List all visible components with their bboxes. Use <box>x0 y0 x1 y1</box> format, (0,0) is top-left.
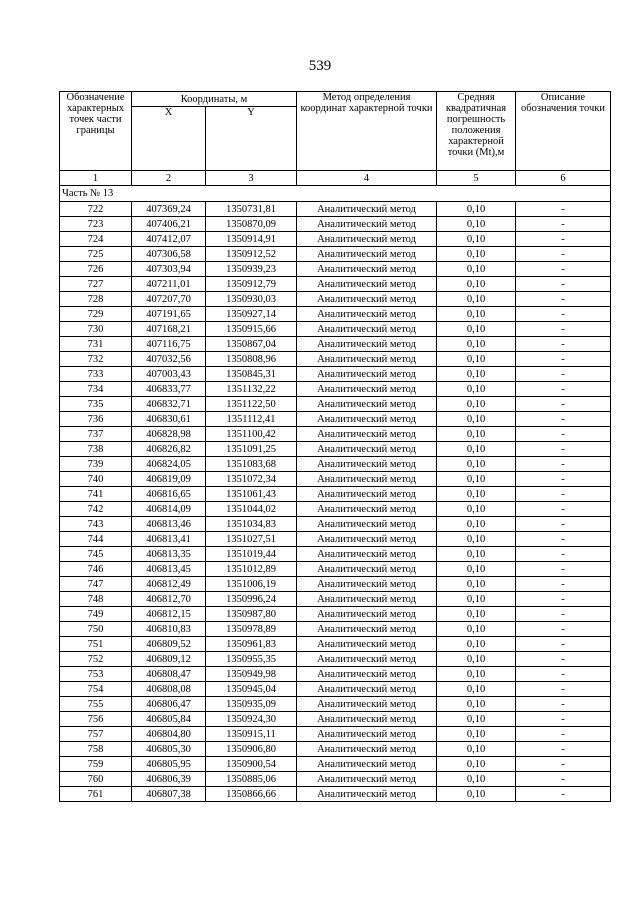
point-number: 736 <box>60 412 132 427</box>
y-coordinate: 1350949,98 <box>206 667 297 682</box>
column-number: 4 <box>297 171 437 186</box>
method-cell: Аналитический метод <box>297 532 437 547</box>
method-cell: Аналитический метод <box>297 712 437 727</box>
y-coordinate: 1351100,42 <box>206 427 297 442</box>
method-cell: Аналитический метод <box>297 277 437 292</box>
method-cell: Аналитический метод <box>297 577 437 592</box>
point-number: 748 <box>60 592 132 607</box>
point-number: 724 <box>60 232 132 247</box>
x-coordinate: 406807,38 <box>132 787 206 802</box>
point-number: 755 <box>60 697 132 712</box>
method-cell: Аналитический метод <box>297 607 437 622</box>
y-coordinate: 1350987,80 <box>206 607 297 622</box>
x-coordinate: 406808,47 <box>132 667 206 682</box>
x-coordinate: 406813,45 <box>132 562 206 577</box>
method-cell: Аналитический метод <box>297 757 437 772</box>
error-cell: 0,10 <box>437 322 516 337</box>
description-cell: - <box>516 367 611 382</box>
method-cell: Аналитический метод <box>297 622 437 637</box>
error-cell: 0,10 <box>437 637 516 652</box>
description-cell: - <box>516 352 611 367</box>
x-coordinate: 407306,58 <box>132 247 206 262</box>
x-coordinate: 407003,43 <box>132 367 206 382</box>
error-cell: 0,10 <box>437 502 516 517</box>
table-row <box>60 592 611 607</box>
table-row <box>60 352 611 367</box>
error-cell: 0,10 <box>437 307 516 322</box>
y-coordinate: 1350845,31 <box>206 367 297 382</box>
column-number: 1 <box>60 171 132 186</box>
y-coordinate: 1350885,06 <box>206 772 297 787</box>
method-cell: Аналитический метод <box>297 427 437 442</box>
x-coordinate: 406808,08 <box>132 682 206 697</box>
method-cell: Аналитический метод <box>297 202 437 217</box>
x-coordinate: 406812,15 <box>132 607 206 622</box>
x-coordinate: 407207,70 <box>132 292 206 307</box>
method-cell: Аналитический метод <box>297 637 437 652</box>
x-coordinate: 406804,80 <box>132 727 206 742</box>
table-row <box>60 247 611 262</box>
error-cell: 0,10 <box>437 367 516 382</box>
x-coordinate: 406812,49 <box>132 577 206 592</box>
point-number: 745 <box>60 547 132 562</box>
x-coordinate: 407303,94 <box>132 262 206 277</box>
table-row <box>60 637 611 652</box>
method-cell: Аналитический метод <box>297 742 437 757</box>
error-cell: 0,10 <box>437 757 516 772</box>
description-cell: - <box>516 472 611 487</box>
table-row <box>60 577 611 592</box>
point-number: 746 <box>60 562 132 577</box>
point-number: 735 <box>60 397 132 412</box>
description-cell: - <box>516 457 611 472</box>
description-cell: - <box>516 247 611 262</box>
y-coordinate: 1351027,51 <box>206 532 297 547</box>
method-cell: Аналитический метод <box>297 487 437 502</box>
error-cell: 0,10 <box>437 382 516 397</box>
point-number: 728 <box>60 292 132 307</box>
point-number: 734 <box>60 382 132 397</box>
method-cell: Аналитический метод <box>297 592 437 607</box>
description-cell: - <box>516 622 611 637</box>
y-coordinate: 1351044,02 <box>206 502 297 517</box>
table-row <box>60 622 611 637</box>
description-cell: - <box>516 382 611 397</box>
point-number: 750 <box>60 622 132 637</box>
x-coordinate: 406809,52 <box>132 637 206 652</box>
x-coordinate: 406813,41 <box>132 532 206 547</box>
error-cell: 0,10 <box>437 457 516 472</box>
table-row <box>60 292 611 307</box>
table-row <box>60 667 611 682</box>
table-row <box>60 502 611 517</box>
error-cell: 0,10 <box>437 412 516 427</box>
table-row <box>60 532 611 547</box>
error-cell: 0,10 <box>437 247 516 262</box>
x-coordinate: 407412,07 <box>132 232 206 247</box>
point-number: 738 <box>60 442 132 457</box>
method-cell: Аналитический метод <box>297 352 437 367</box>
description-cell: - <box>516 337 611 352</box>
table-row <box>60 517 611 532</box>
error-cell: 0,10 <box>437 547 516 562</box>
x-coordinate: 406833,77 <box>132 382 206 397</box>
error-cell: 0,10 <box>437 472 516 487</box>
method-cell: Аналитический метод <box>297 697 437 712</box>
table-row <box>60 307 611 322</box>
point-number: 761 <box>60 787 132 802</box>
x-coordinate: 406810,83 <box>132 622 206 637</box>
y-coordinate: 1351061,43 <box>206 487 297 502</box>
point-number: 727 <box>60 277 132 292</box>
y-coordinate: 1350996,24 <box>206 592 297 607</box>
y-coordinate: 1350870,09 <box>206 217 297 232</box>
point-number: 740 <box>60 472 132 487</box>
error-cell: 0,10 <box>437 727 516 742</box>
method-cell: Аналитический метод <box>297 397 437 412</box>
y-coordinate: 1350978,89 <box>206 622 297 637</box>
header-error: Средняя квадратичная погрешность положения характерной точки (Mt),м <box>437 92 516 171</box>
column-number: 5 <box>437 171 516 186</box>
description-cell: - <box>516 742 611 757</box>
table-row <box>60 487 611 502</box>
description-cell: - <box>516 202 611 217</box>
method-cell: Аналитический метод <box>297 652 437 667</box>
y-coordinate: 1350961,83 <box>206 637 297 652</box>
table-row <box>60 607 611 622</box>
x-coordinate: 406805,84 <box>132 712 206 727</box>
error-cell: 0,10 <box>437 397 516 412</box>
y-coordinate: 1350927,14 <box>206 307 297 322</box>
y-coordinate: 1350915,66 <box>206 322 297 337</box>
point-number: 753 <box>60 667 132 682</box>
header-method: Метод определения координат характерной точки <box>297 92 437 171</box>
method-cell: Аналитический метод <box>297 562 437 577</box>
point-number: 757 <box>60 727 132 742</box>
point-number: 733 <box>60 367 132 382</box>
description-cell: - <box>516 517 611 532</box>
y-coordinate: 1351012,89 <box>206 562 297 577</box>
y-coordinate: 1350912,52 <box>206 247 297 262</box>
description-cell: - <box>516 727 611 742</box>
point-number: 723 <box>60 217 132 232</box>
point-number: 742 <box>60 502 132 517</box>
error-cell: 0,10 <box>437 607 516 622</box>
method-cell: Аналитический метод <box>297 367 437 382</box>
table-row <box>60 787 611 802</box>
method-cell: Аналитический метод <box>297 457 437 472</box>
method-cell: Аналитический метод <box>297 442 437 457</box>
x-coordinate: 406814,09 <box>132 502 206 517</box>
method-cell: Аналитический метод <box>297 232 437 247</box>
x-coordinate: 406824,05 <box>132 457 206 472</box>
description-cell: - <box>516 232 611 247</box>
point-number: 751 <box>60 637 132 652</box>
y-coordinate: 1351091,25 <box>206 442 297 457</box>
method-cell: Аналитический метод <box>297 307 437 322</box>
x-coordinate: 406805,95 <box>132 757 206 772</box>
x-coordinate: 406805,30 <box>132 742 206 757</box>
point-number: 743 <box>60 517 132 532</box>
y-coordinate: 1351006,19 <box>206 577 297 592</box>
x-coordinate: 406813,46 <box>132 517 206 532</box>
table-row <box>60 457 611 472</box>
error-cell: 0,10 <box>437 352 516 367</box>
y-coordinate: 1351019,44 <box>206 547 297 562</box>
x-coordinate: 407369,24 <box>132 202 206 217</box>
table-row <box>60 232 611 247</box>
error-cell: 0,10 <box>437 697 516 712</box>
point-number: 739 <box>60 457 132 472</box>
description-cell: - <box>516 412 611 427</box>
y-coordinate: 1350935,09 <box>206 697 297 712</box>
description-cell: - <box>516 277 611 292</box>
table-row <box>60 262 611 277</box>
column-number-row <box>60 171 611 186</box>
description-cell: - <box>516 712 611 727</box>
description-cell: - <box>516 547 611 562</box>
error-cell: 0,10 <box>437 742 516 757</box>
description-cell: - <box>516 787 611 802</box>
point-number: 729 <box>60 307 132 322</box>
y-coordinate: 1350900,54 <box>206 757 297 772</box>
error-cell: 0,10 <box>437 622 516 637</box>
table-row <box>60 772 611 787</box>
table-row <box>60 757 611 772</box>
error-cell: 0,10 <box>437 217 516 232</box>
error-cell: 0,10 <box>437 772 516 787</box>
header-row <box>60 92 611 107</box>
method-cell: Аналитический метод <box>297 322 437 337</box>
method-cell: Аналитический метод <box>297 682 437 697</box>
table-row <box>60 277 611 292</box>
header-x: X <box>132 107 206 171</box>
y-coordinate: 1350930,03 <box>206 292 297 307</box>
point-number: 758 <box>60 742 132 757</box>
error-cell: 0,10 <box>437 292 516 307</box>
error-cell: 0,10 <box>437 562 516 577</box>
point-number: 725 <box>60 247 132 262</box>
table-row <box>60 697 611 712</box>
error-cell: 0,10 <box>437 202 516 217</box>
y-coordinate: 1350939,23 <box>206 262 297 277</box>
y-coordinate: 1351072,34 <box>206 472 297 487</box>
table-row <box>60 427 611 442</box>
column-number: 3 <box>206 171 297 186</box>
description-cell: - <box>516 607 611 622</box>
error-cell: 0,10 <box>437 667 516 682</box>
x-coordinate: 407032,56 <box>132 352 206 367</box>
header-designation: Обозначение характерных точек части границы <box>60 92 132 171</box>
error-cell: 0,10 <box>437 532 516 547</box>
method-cell: Аналитический метод <box>297 727 437 742</box>
column-number: 6 <box>516 171 611 186</box>
error-cell: 0,10 <box>437 277 516 292</box>
description-cell: - <box>516 697 611 712</box>
description-cell: - <box>516 427 611 442</box>
table-row <box>60 397 611 412</box>
column-number: 2 <box>132 171 206 186</box>
method-cell: Аналитический метод <box>297 667 437 682</box>
y-coordinate: 1350955,35 <box>206 652 297 667</box>
x-coordinate: 406832,71 <box>132 397 206 412</box>
x-coordinate: 407406,21 <box>132 217 206 232</box>
point-number: 730 <box>60 322 132 337</box>
x-coordinate: 406830,61 <box>132 412 206 427</box>
y-coordinate: 1350924,30 <box>206 712 297 727</box>
method-cell: Аналитический метод <box>297 412 437 427</box>
method-cell: Аналитический метод <box>297 772 437 787</box>
y-coordinate: 1351034,83 <box>206 517 297 532</box>
section-row <box>60 186 611 202</box>
method-cell: Аналитический метод <box>297 517 437 532</box>
x-coordinate: 406813,35 <box>132 547 206 562</box>
x-coordinate: 406828,98 <box>132 427 206 442</box>
table-row <box>60 547 611 562</box>
y-coordinate: 1350808,96 <box>206 352 297 367</box>
description-cell: - <box>516 532 611 547</box>
error-cell: 0,10 <box>437 337 516 352</box>
point-number: 754 <box>60 682 132 697</box>
error-cell: 0,10 <box>437 712 516 727</box>
section-title: Часть № 13 <box>60 186 611 202</box>
table-row <box>60 742 611 757</box>
description-cell: - <box>516 772 611 787</box>
y-coordinate: 1351122,50 <box>206 397 297 412</box>
header-coordinates: Координаты, м <box>132 92 297 107</box>
method-cell: Аналитический метод <box>297 262 437 277</box>
table-row <box>60 382 611 397</box>
point-number: 747 <box>60 577 132 592</box>
description-cell: - <box>516 637 611 652</box>
description-cell: - <box>516 307 611 322</box>
error-cell: 0,10 <box>437 427 516 442</box>
method-cell: Аналитический метод <box>297 247 437 262</box>
y-coordinate: 1350866,66 <box>206 787 297 802</box>
x-coordinate: 406806,47 <box>132 697 206 712</box>
table-row <box>60 367 611 382</box>
description-cell: - <box>516 652 611 667</box>
y-coordinate: 1350867,04 <box>206 337 297 352</box>
header-description: Описание обозначения точки <box>516 92 611 171</box>
method-cell: Аналитический метод <box>297 547 437 562</box>
point-number: 759 <box>60 757 132 772</box>
table-row <box>60 322 611 337</box>
description-cell: - <box>516 322 611 337</box>
point-number: 760 <box>60 772 132 787</box>
description-cell: - <box>516 487 611 502</box>
y-coordinate: 1350912,79 <box>206 277 297 292</box>
point-number: 744 <box>60 532 132 547</box>
description-cell: - <box>516 757 611 772</box>
table-row <box>60 472 611 487</box>
x-coordinate: 406816,65 <box>132 487 206 502</box>
x-coordinate: 407191,65 <box>132 307 206 322</box>
table-row <box>60 202 611 217</box>
table-row <box>60 712 611 727</box>
error-cell: 0,10 <box>437 577 516 592</box>
error-cell: 0,10 <box>437 652 516 667</box>
method-cell: Аналитический метод <box>297 337 437 352</box>
error-cell: 0,10 <box>437 442 516 457</box>
description-cell: - <box>516 217 611 232</box>
description-cell: - <box>516 562 611 577</box>
point-number: 726 <box>60 262 132 277</box>
point-number: 732 <box>60 352 132 367</box>
table-row <box>60 412 611 427</box>
point-number: 749 <box>60 607 132 622</box>
error-cell: 0,10 <box>437 232 516 247</box>
error-cell: 0,10 <box>437 517 516 532</box>
x-coordinate: 406812,70 <box>132 592 206 607</box>
table-row <box>60 652 611 667</box>
x-coordinate: 406809,12 <box>132 652 206 667</box>
description-cell: - <box>516 292 611 307</box>
y-coordinate: 1350731,81 <box>206 202 297 217</box>
x-coordinate: 406806,39 <box>132 772 206 787</box>
error-cell: 0,10 <box>437 787 516 802</box>
error-cell: 0,10 <box>437 682 516 697</box>
y-coordinate: 1350906,80 <box>206 742 297 757</box>
description-cell: - <box>516 577 611 592</box>
point-number: 737 <box>60 427 132 442</box>
description-cell: - <box>516 667 611 682</box>
point-number: 731 <box>60 337 132 352</box>
y-coordinate: 1351112,41 <box>206 412 297 427</box>
coordinates-table <box>59 91 611 802</box>
table-row <box>60 682 611 697</box>
x-coordinate: 407168,21 <box>132 322 206 337</box>
y-coordinate: 1351132,22 <box>206 382 297 397</box>
y-coordinate: 1351083,68 <box>206 457 297 472</box>
error-cell: 0,10 <box>437 487 516 502</box>
point-number: 752 <box>60 652 132 667</box>
table-row <box>60 562 611 577</box>
description-cell: - <box>516 682 611 697</box>
x-coordinate: 407211,01 <box>132 277 206 292</box>
error-cell: 0,10 <box>437 262 516 277</box>
table-row <box>60 217 611 232</box>
method-cell: Аналитический метод <box>297 787 437 802</box>
description-cell: - <box>516 502 611 517</box>
header-y: Y <box>206 107 297 171</box>
method-cell: Аналитический метод <box>297 382 437 397</box>
y-coordinate: 1350914,91 <box>206 232 297 247</box>
description-cell: - <box>516 592 611 607</box>
method-cell: Аналитический метод <box>297 217 437 232</box>
table-row <box>60 727 611 742</box>
table-row <box>60 337 611 352</box>
point-number: 722 <box>60 202 132 217</box>
description-cell: - <box>516 397 611 412</box>
method-cell: Аналитический метод <box>297 502 437 517</box>
method-cell: Аналитический метод <box>297 472 437 487</box>
error-cell: 0,10 <box>437 592 516 607</box>
y-coordinate: 1350915,11 <box>206 727 297 742</box>
point-number: 756 <box>60 712 132 727</box>
x-coordinate: 406819,09 <box>132 472 206 487</box>
description-cell: - <box>516 262 611 277</box>
method-cell: Аналитический метод <box>297 292 437 307</box>
table-row <box>60 442 611 457</box>
x-coordinate: 406826,82 <box>132 442 206 457</box>
point-number: 741 <box>60 487 132 502</box>
x-coordinate: 407116,75 <box>132 337 206 352</box>
description-cell: - <box>516 442 611 457</box>
y-coordinate: 1350945,04 <box>206 682 297 697</box>
page-number: 539 <box>308 58 332 74</box>
